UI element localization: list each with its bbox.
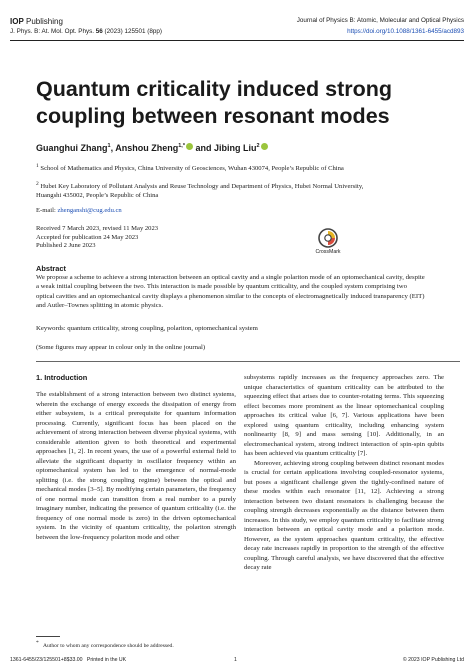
keywords: Keywords: quantum criticality, strong coupling, polariton, optomechanical system: [36, 325, 258, 332]
page-number: 1: [234, 657, 237, 663]
crossmark-label: CrossMark: [315, 249, 341, 255]
author-name[interactable]: Anshou Zheng: [115, 143, 179, 153]
footnote-divider: [36, 636, 60, 637]
article-title: Quantum criticality induced strong coupling between resonant modes: [36, 77, 392, 128]
author-name[interactable]: Guanghui Zhang: [36, 143, 108, 153]
journal-name: Journal of Physics B: Atomic, Molecular and Optical Physics: [296, 17, 464, 24]
section-divider: [36, 361, 460, 362]
colour-note: (Some figures may appear in colour only in the online journal): [36, 344, 206, 351]
header-divider: [10, 40, 464, 41]
copyright: © 2023 IOP Publishing Ltd: [402, 657, 464, 663]
paragraph: Moreover, achieving strong coupling between distinct resonant modes is crucial for certain applications involving coupled-resonator systems, but poses a significant challenge given the tightly-confined nature of these modes within each resonator [11, 12]. Achieving a strong interaction between two distant resonators is challenging because the coupling strength decreases exponentially as the distance between them increases. In this study, we employ quantum criticality to facilitate strong interaction between an optical cavity mode and a polariton mode. However, as the system approaches quantum criticality, the effective decay rate increases rapidly in proportion to the strength of the effective coupling. Through careful analysis, we have discovered that the effective decay rate: [244, 459, 444, 571]
affiliation-1: $^1$ School of Mathematics and Physics, China University of Geosciences, Wuhan 430074, People’s Republic of China: [36, 163, 344, 173]
author-affiliation-mark: 1,*: [178, 143, 185, 149]
author-affiliation-mark: 2: [256, 143, 260, 149]
abstract-heading: Abstract: [36, 264, 66, 273]
author-affiliation-mark: 1: [107, 143, 111, 149]
orcid-icon[interactable]: [261, 143, 268, 150]
author-name[interactable]: Jibing Liu: [213, 143, 257, 153]
publication-dates: Received 7 March 2023, revised 11 May 2023 Accepted for publication 24 May 2023 Published 2 June 2023: [36, 225, 159, 250]
footnote: * Author to whom any correspondence should be addressed.: [36, 640, 174, 649]
abstract-text: We propose a scheme to achieve a strong interaction between an optical cavity and a single polariton mode of an optomechanical cavity, despite a weak initial coupling between the two. This interaction is made possible by quantum criticality, and the coupled system comprising two optical cavities and an optomechanical cavity displays a phenomenon similar to the concepts of electromagnetically induced transparency (EIT) and Autler–Townes splitting in atomic physics.: [36, 274, 425, 309]
orcid-icon[interactable]: [186, 143, 193, 150]
paragraph: The establishment of a strong interaction between two distinct systems, wherein the exchange of energy exceeds the dissipation of energy from either subsystem, is a critical prerequisite for quantum information processing. Currently, significant focus has been placed on the achievement of strong interaction between diverse physical systems, with considerable attention given to both theoretical and experimental approaches [1, 2]. In recent years, the use of a powerful external field to alleviate the significant disparity in oscillator frequency within an optomechanical system has led to the emergence of normal-mode splitting (i.e. the strong coupling regime) between the optical and mechanical modes [3–5]. By modifying certain parameters, the frequency of one normal mode can transition from a real number to a purely imaginary number, indicating the presence of quantum criticality (i.e. the frequency of one normal mode is zero) in the driven optomechanical system. In the vicinity of quantum criticality, the polariton strength between the low-frequency polariton mode and other: [36, 391, 236, 541]
right-column: [244, 373, 444, 573]
crossmark-badge[interactable]: [308, 228, 348, 255]
left-column: [36, 390, 236, 542]
affiliation-2: $^2$ Hubei Key Laboratory of Pollutant Analysis and Reuse Technology and Department of Physics, Hubei Normal University, Huangshi 435002, People’s Republic of China: [36, 181, 364, 199]
email-link[interactable]: zhenganshi@cug.edu.cn: [57, 207, 122, 214]
author-list: Guanghui Zhang$^1$, Anshou Zheng$^{1,*}$ and Jibing Liu$^2$: [36, 143, 268, 153]
section-title: 1. Introduction: [36, 373, 88, 382]
citation: J. Phys. B: At. Mol. Opt. Phys. 56 (2023) 125501 (8pp): [10, 28, 162, 35]
doi-link[interactable]: https://doi.org/10.1088/1361-6455/acd893: [347, 28, 464, 35]
crossmark-icon: [318, 228, 338, 248]
footer-issn: 1361-6455/23/125501+8$33.00 Printed in the UK: [10, 657, 127, 663]
email-line: E-mail: zhenganshi@cug.edu.cn: [36, 207, 122, 214]
paragraph: subsystems rapidly increases as the frequency approaches zero. The unique characteristics of quantum criticality can be attributed to the squeezing effect that arises due to counter-rotating terms. This squeezing effect becomes more prominent as the linear optomechanical coupling approaches its critical value [6, 7]. Various applications have been explored using quantum criticality, including enhancing system nonlinearity [8, 9] and mass sensing [10]. Additionally, in an electromechanical system, strong indirect interaction of spin-spin qubits has been achieved via quantum criticality [7].: [244, 374, 444, 457]
publisher-logo: IOP Publishing: [10, 17, 63, 26]
